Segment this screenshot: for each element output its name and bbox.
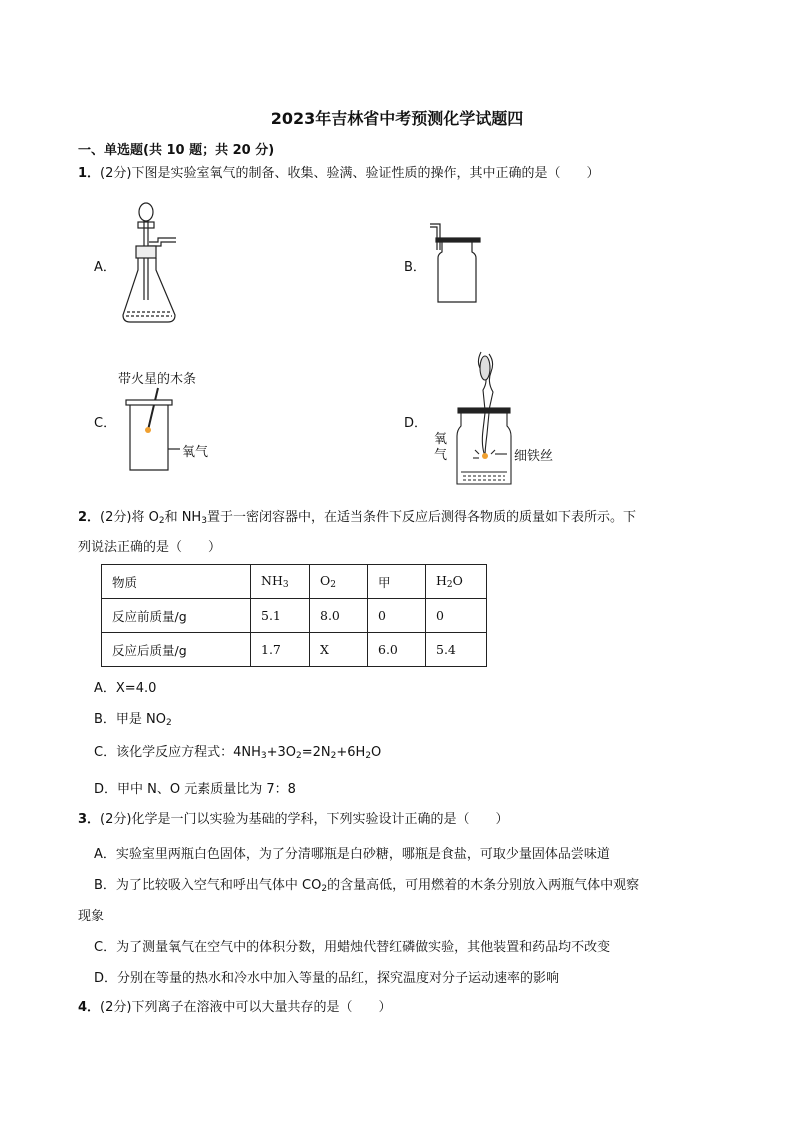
label-oxygen-c: 氧气 [182,445,209,460]
question-text-part: 和 NH [164,510,202,525]
subscript: 2 [158,516,165,526]
table-cell: 反应后质量/g [102,633,251,667]
option-c-label: C． [94,416,117,431]
question-text: 下列离子在溶液中可以大量共存的是（ ） [131,1000,392,1015]
question-2-line-2: 列说法正确的是（ ） [78,540,222,555]
glowing-splint-bottle-icon [124,386,184,472]
q3-option-b-line-2: 现象 [78,909,105,924]
question-number: 1． [78,166,101,181]
q3-option-d: D．分别在等量的热水和冷水中加入等量的品红，探究温度对分子运动速率的影响 [94,971,560,986]
option-text: +6H [336,745,366,760]
section-heading: 一、单选题(共 10 题；共 20 分) [78,143,275,158]
subscript: 2 [296,751,302,761]
table-cell: 0 [426,599,487,633]
q3-option-a: A．实验室里两瓶白色固体，为了分清哪瓶是白砂糖，哪瓶是食盐，可取少量固体品尝味道 [94,847,610,862]
option-text: O [371,745,382,760]
question-3 [78,811,508,829]
table-cell: 6.0 [368,633,426,667]
option-text: B．为了比较吸入空气和呼出气体中 CO [94,878,322,893]
table-cell: 甲 [368,565,426,599]
table-cell: X [310,633,368,667]
question-text-part: 将 O [131,510,159,525]
question-score: (2分) [100,166,132,181]
table-row [102,633,487,667]
question-2 [78,509,636,530]
label-oxygen-d-2: 气 [434,448,448,463]
table-cell: 反应前质量/g [102,599,251,633]
question-text-part: 置于一密闭容器中，在适当条件下反应后测得各物质的质量如下表所示。下 [206,510,636,525]
question-number: 4． [78,1000,101,1015]
mass-table [101,564,487,667]
table-cell: 8.0 [310,599,368,633]
table-row [102,599,487,633]
question-4 [78,999,391,1017]
subscript: 3 [260,751,267,761]
table-cell: 物质 [102,565,251,599]
q2-option-c [94,741,381,761]
table-cell: 5.4 [426,633,487,667]
table-cell: 5.1 [251,599,310,633]
iron-wire-combustion-icon [455,350,517,492]
option-a-label: A． [94,260,116,275]
option-text: 的含量高低，可用燃着的木条分别放入两瓶气体中观察 [327,878,640,893]
option-text: B．甲是 NO [94,712,167,727]
label-oxygen-d-1: 氧 [434,432,448,447]
table-cell: $O_2$ [310,565,368,599]
question-number: 2． [78,510,101,525]
table-header-row [102,565,487,599]
option-text: =2N [301,745,331,760]
subscript: 2 [166,718,172,728]
erlenmeyer-flask-apparatus-icon [118,200,188,330]
q3-option-b [94,874,639,894]
page-title: 2023年吉林省中考预测化学试题四 [270,109,524,128]
q2-option-b [94,708,172,728]
option-text: C．该化学反应方程式：4NH [94,745,261,760]
question-1 [78,165,599,183]
option-text: +3O [266,745,296,760]
subscript: 2 [365,751,372,761]
label-glowing-splint: 带火星的木条 [118,372,197,387]
question-text: 下图是实验室氧气的制备、收集、验满、验证性质的操作，其中正确的是（ ） [131,166,600,181]
table-cell: $H_2O$ [426,565,487,599]
option-d-label: D． [404,416,428,431]
subscript: 2 [321,884,328,894]
question-text: 化学是一门以实验为基础的学科，下列实验设计正确的是（ ） [131,812,509,827]
question-number: 3． [78,812,101,827]
option-b-label: B． [404,260,426,275]
q2-option-a: A．X=4.0 [94,681,157,696]
gas-bottle-collection-icon [428,218,488,308]
subscript: 3 [201,516,207,526]
q3-option-c: C．为了测量氧气在空气中的体积分数，用蜡烛代替红磷做实验，其他装置和药品均不改变 [94,940,611,955]
table-cell: 0 [368,599,426,633]
question-score: (2分) [100,812,132,827]
table-cell: 1.7 [251,633,310,667]
label-iron-wire: 细铁丝 [514,449,554,464]
q2-option-d: D．甲中 N、O 元素质量比为 7：8 [94,782,296,797]
question-score: (2分) [100,1000,132,1015]
question-score: (2分) [100,510,132,525]
subscript: 2 [330,751,337,761]
table-cell: $NH_3$ [251,565,310,599]
